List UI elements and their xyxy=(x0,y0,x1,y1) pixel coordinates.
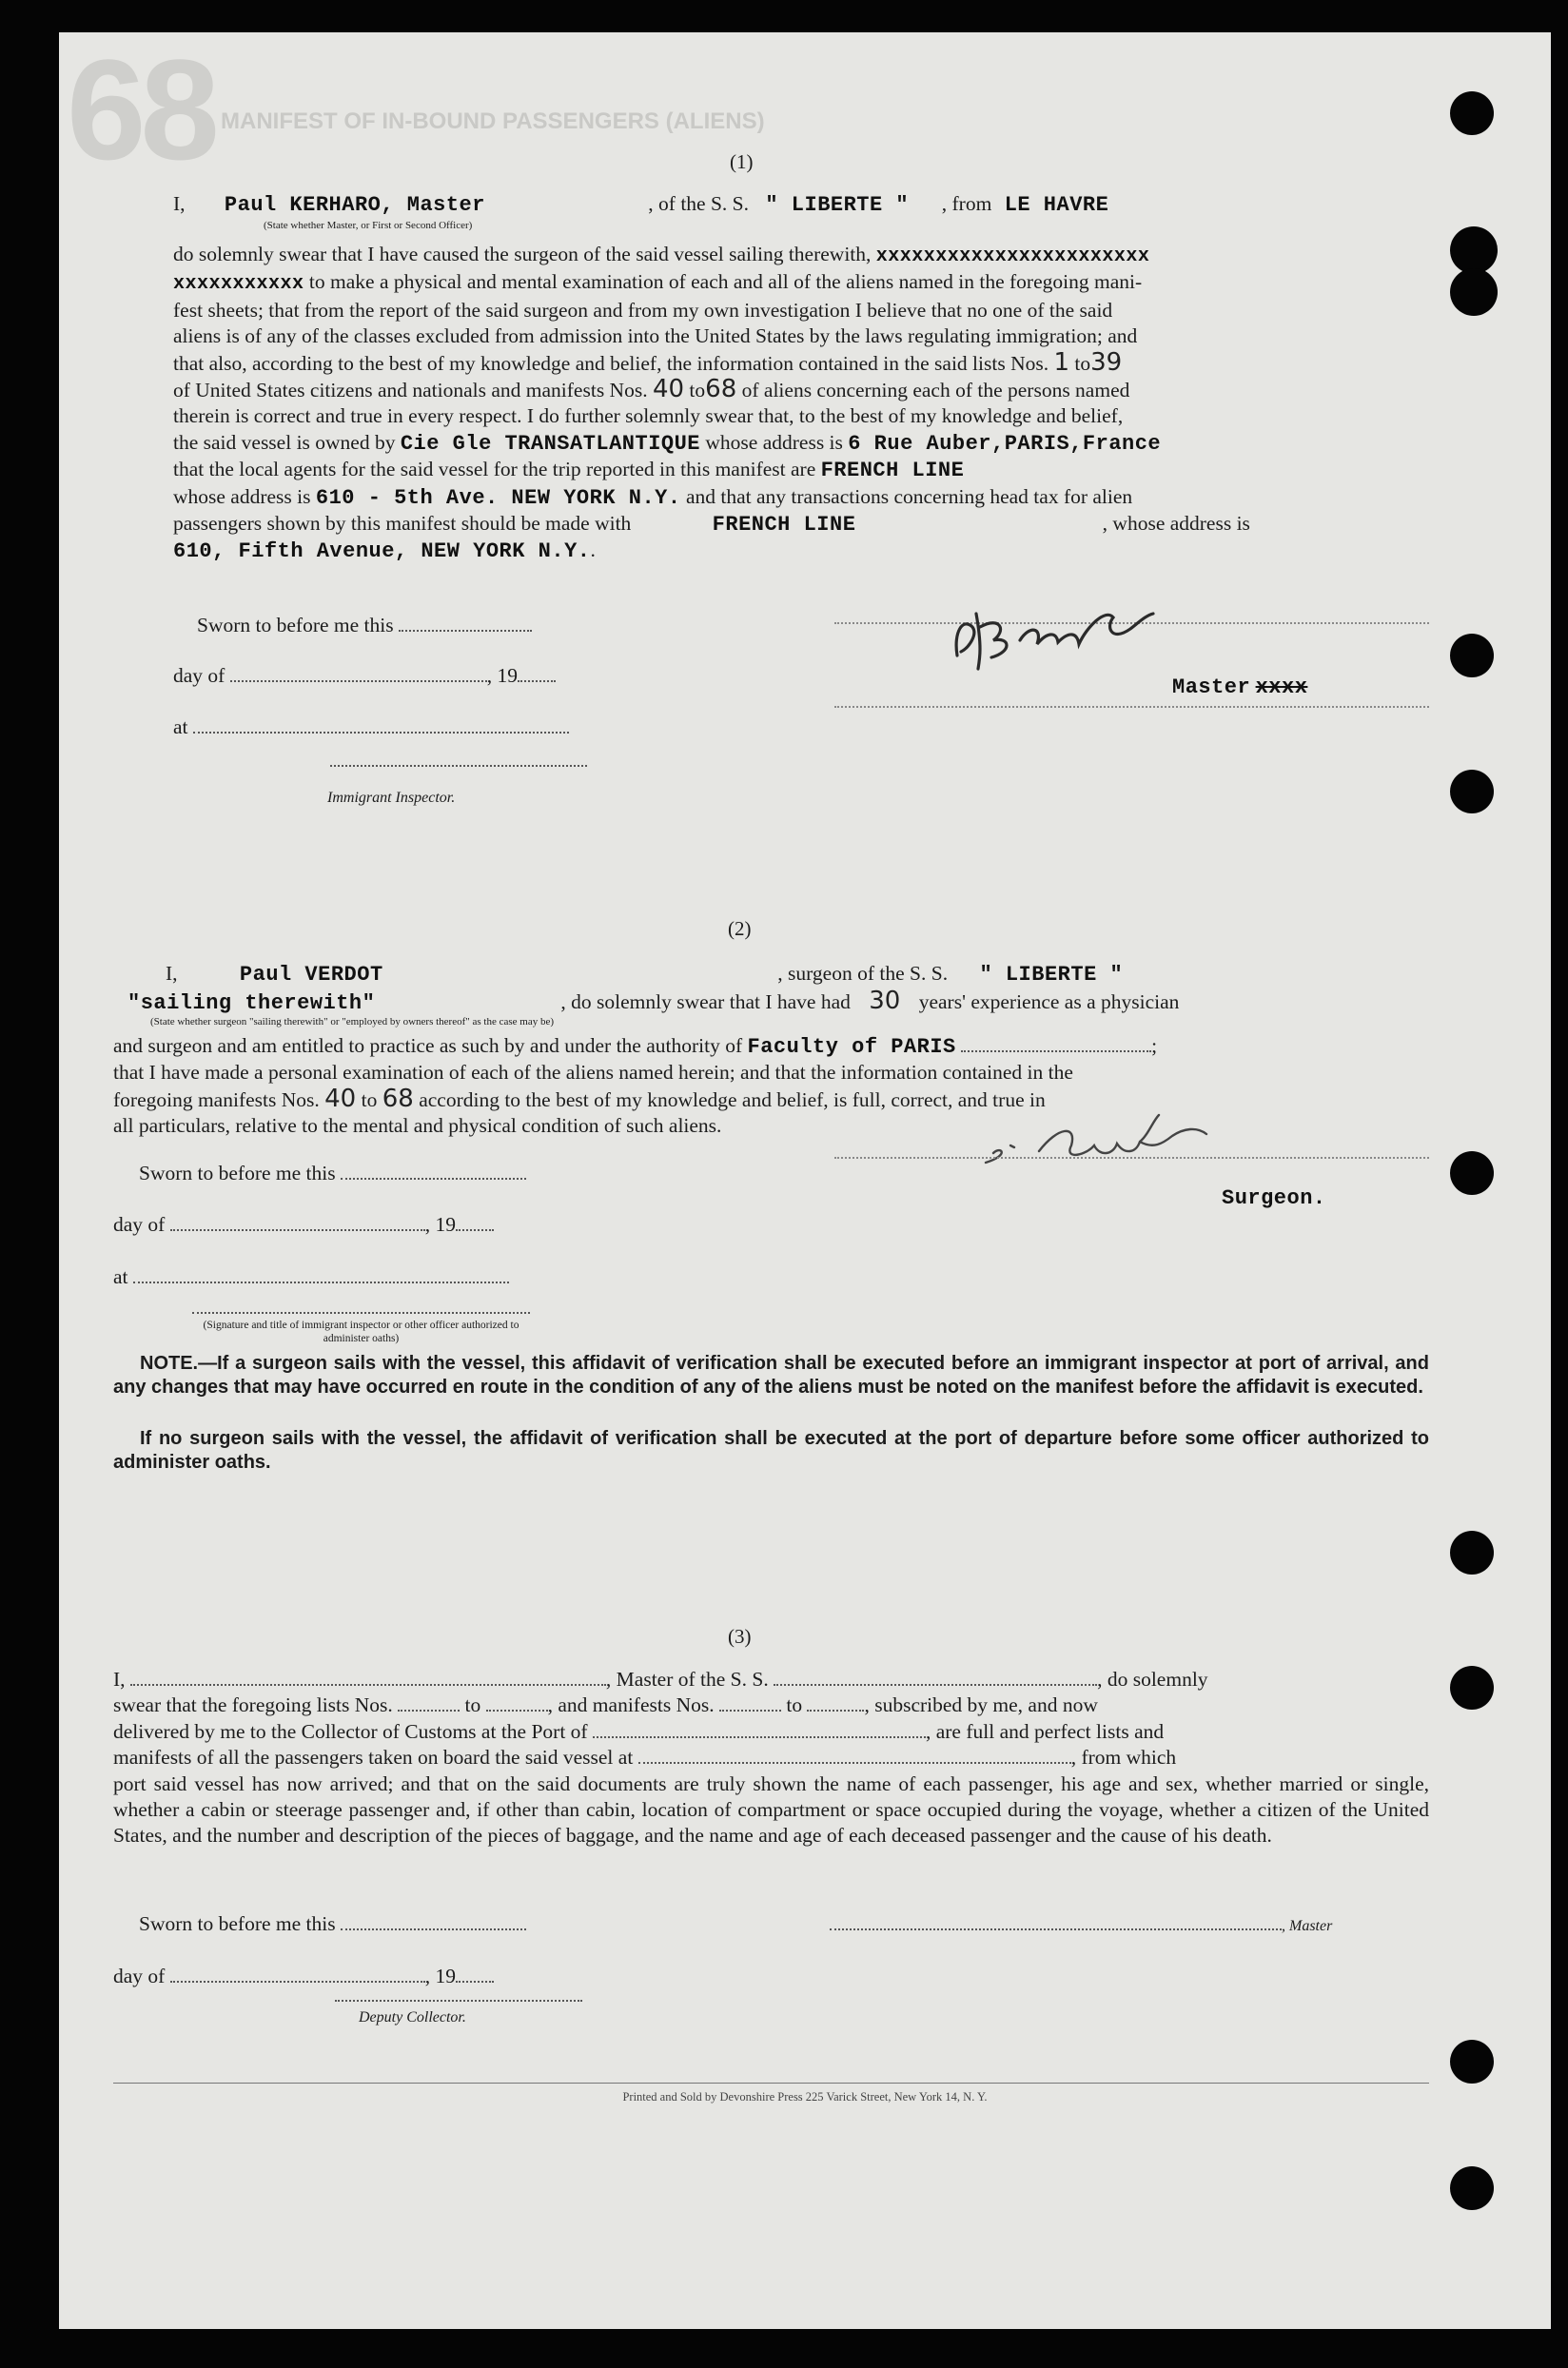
s3-day-of: day of , 19 xyxy=(113,1964,494,1988)
punch-hole xyxy=(1450,91,1494,135)
s3-sworn: Sworn to before me this xyxy=(139,1911,526,1936)
master-caption: (State whether Master, or First or Second Officer) xyxy=(264,220,473,231)
headtax-agent: FRENCH LINE xyxy=(712,513,856,538)
punch-hole xyxy=(1450,268,1498,316)
surgeon-name: Paul VERDOT xyxy=(239,963,383,987)
s2-sig-caption: (Signature and title of immigrant inspector or other officer authorized to administer oaths) xyxy=(203,1320,519,1344)
s3-body: I, , Master of the S. S. , do solemnly swear that the foregoing lists Nos. to , and manifests Nos. to , subscribed by me, and now delivered by me to the Collector of Customs at the Port of , are full and perfect lists and manifests of all the passengers taken on board the said vessel at , from which port said vessel has now arrived; and that on the said documents are truly shown the name of each passenger, his age and sex, whether married or single, whether a cabin or steerage passenger and, if other than cabin, location of compartment or space occupied during the voyage, whether a citizen of the United States, and the number and description of the pieces of baggage, and the name and age of each deceased passenger and the cause of his death. xyxy=(113,1668,1429,1848)
s3-master: , Master xyxy=(830,1911,1332,1936)
surgeon-signature xyxy=(972,1107,1220,1184)
deputy-collector-label: Deputy Collector. xyxy=(359,2009,466,2026)
section-3-number: (3) xyxy=(728,1625,752,1648)
lists-to: 39 xyxy=(1090,347,1123,377)
lists-from: 1 xyxy=(1053,347,1070,377)
section-2-number: (2) xyxy=(728,917,752,940)
punch-hole xyxy=(1450,1151,1494,1195)
immigrant-inspector-label: Immigrant Inspector. xyxy=(327,790,456,806)
master-signature-label: Master xxxx xyxy=(1172,675,1308,699)
surgeon-label: Surgeon. xyxy=(1222,1186,1326,1210)
strike-line-2: xxxxxxxxxxx xyxy=(173,273,304,296)
punch-hole xyxy=(1450,2040,1494,2084)
s2-surgeon-line: I, Paul VERDOT , surgeon of the S. S. " LIBERTE " xyxy=(166,962,1124,987)
punch-hole xyxy=(1450,2166,1494,2210)
sailing-therewith: "sailing therewith" xyxy=(127,991,376,1015)
local-agents: FRENCH LINE xyxy=(820,459,965,483)
s2-caption: (State whether surgeon "sailing therewith" or "employed by owners thereof" as the case may be) xyxy=(150,1016,555,1027)
strike-line-1: xxxxxxxxxxxxxxxxxxxxxxx xyxy=(875,245,1150,267)
s1-sworn: Sworn to before me this xyxy=(197,613,532,637)
punch-hole xyxy=(1450,226,1498,274)
s2-body: and surgeon and am entitled to practice as such by and under the authority of Faculty of PARIS ; that I have made a personal examination of each of the aliens named herein; and that the information contained in the foregoing manifests Nos. 40 to 68 according to the best of my knowledge and belief, is full, correct, and true in all particulars, relative to the mental and physical condition of such aliens. xyxy=(113,1034,1158,1138)
s1-at: at xyxy=(173,714,569,739)
note-paragraph-2: If no surgeon sails with the vessel, the affidavit of verification shall be executed at the port of departure before some officer authorized to administer oaths. xyxy=(113,1428,1429,1473)
surgeon-authority: Faculty of PARIS xyxy=(747,1035,956,1059)
manifests-to: 68 xyxy=(705,375,737,404)
s2-manifests-to: 68 xyxy=(382,1084,414,1113)
punch-hole xyxy=(1450,1531,1494,1575)
s2-ship-name: " LIBERTE " xyxy=(979,963,1124,987)
s2-at: at xyxy=(113,1264,509,1289)
from-port: LE HAVRE xyxy=(1004,193,1109,217)
owner-address: 6 Rue Auber,PARIS,France xyxy=(848,431,1162,456)
s1-master-line: I, Paul KERHARO, Master , of the S. S. " LIBERTE " , from LE HAVRE xyxy=(173,192,1109,217)
vessel-owner: Cie Gle TRANSATLANTIQUE xyxy=(400,431,701,456)
s1-day-of: day of , 19 xyxy=(173,663,556,688)
punch-hole xyxy=(1450,1666,1494,1710)
stamp-number: 68 xyxy=(67,29,214,189)
punch-hole xyxy=(1450,770,1494,813)
punch-hole xyxy=(1450,634,1494,677)
manifests-from: 40 xyxy=(652,375,685,404)
s2-manifests-from: 40 xyxy=(324,1084,357,1113)
s2-day-of: day of , 19 xyxy=(113,1212,494,1237)
agents-address: 610 - 5th Ave. NEW YORK N.Y. xyxy=(315,485,681,510)
headtax-address: 610, Fifth Avenue, NEW YORK N.Y. xyxy=(173,539,591,564)
note-paragraph-1: NOTE.—If a surgeon sails with the vessel, this affidavit of verification shall be executed before an immigrant inspector at port of arrival, and any changes that may have occurred en route in the condition of any of the aliens must be noted on the manifest before the affidavit is executed. xyxy=(113,1353,1429,1398)
s2-sailing-line: "sailing therewith" , do solemnly swear that I have had 30 years' experience as a physician xyxy=(127,987,1180,1015)
s2-sworn: Sworn to before me this xyxy=(139,1161,526,1185)
ship-name: " LIBERTE " xyxy=(765,193,910,217)
master-signature xyxy=(944,589,1163,684)
s1-body: do solemnly swear that I have caused the surgeon of the said vessel sailing therewith, xxxxxxxxxxxxxxxxxxxxxxx xxxxxxxxxxx to make a physical and mental examination of each and all of the aliens named in the foregoing mani- fest sheets; that from the report of the said surgeon and from my own investigation I believe that no one of the said aliens is of any of the classes excluded from admission into the United States by the laws regulating immigration; and that also, according to the best of my knowledge and belief, the information contained in the said lists Nos. 1 to39 of United States citizens and nationals and manifests Nos. 40 to68 of aliens concerning each of the persons named therein is correct and true in every respect. I do further solemnly swear that, to the best of my knowledge and belief, the said vessel is owned by Cie Gle TRANSATLANTIQUE whose address is 6 Rue Auber,PARIS,France that the local agents for the said vessel for the trip reported in this manifest are FRENCH LINE whose address is 610 - 5th Ave. NEW YORK N.Y. and that any transactions concerning head tax for alien passengers shown by this manifest should be made with FRENCH LINE , whose address is 610, Fifth Avenue, NEW YORK N.Y.. xyxy=(173,243,1250,564)
years-experience: 30 xyxy=(869,987,901,1015)
section-1-number: (1) xyxy=(730,150,754,173)
printer-footer: Printed and Sold by Devonshire Press 225 Varick Street, New York 14, N. Y. xyxy=(622,2090,988,2104)
master-name: Paul KERHARO, Master xyxy=(224,193,485,217)
faint-header-title: MANIFEST OF IN-BOUND PASSENGERS (ALIENS) xyxy=(221,108,765,134)
manifest-page xyxy=(59,29,1551,2329)
